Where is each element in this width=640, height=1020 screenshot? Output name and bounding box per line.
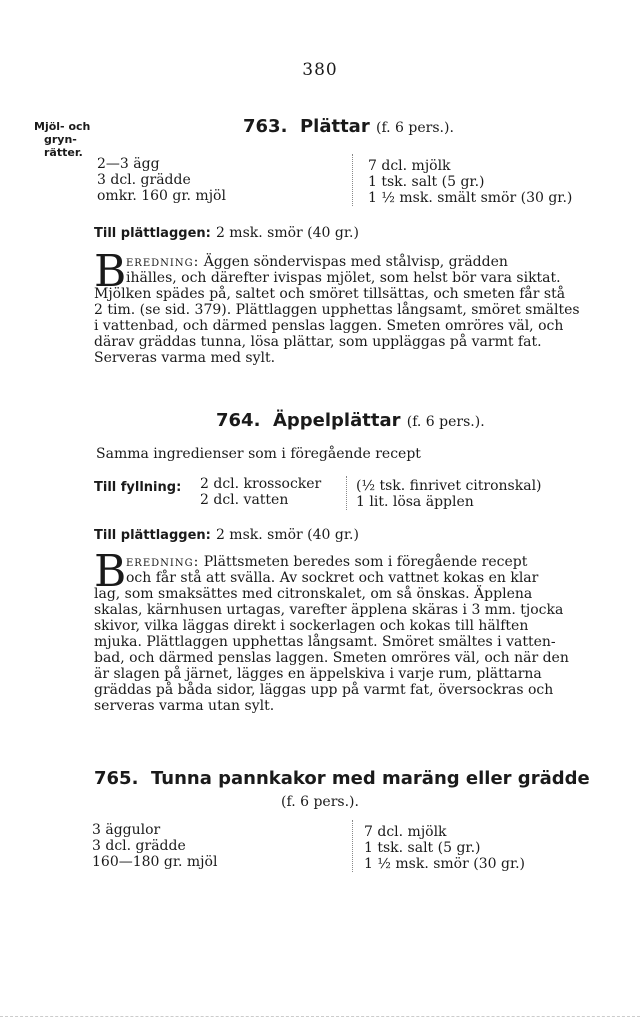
recipe-title: Plättar [299, 116, 370, 137]
drop-cap: B [94, 246, 127, 297]
margin-note-line: Mjöl- och [34, 120, 91, 133]
recipe-764-filling [94, 476, 181, 495]
margin-note [34, 120, 92, 159]
filling-item: 2 dcl. vatten [200, 492, 289, 508]
method-line: Mjölken spädes på, saltet och smöret tillsättas, och smeten får stå [94, 286, 566, 302]
ingredient: 2—3 ägg [97, 156, 160, 172]
for-pan-text: 2 msk. smör (40 gr.) [215, 225, 359, 241]
method-line: serveras varma utan sylt. [94, 698, 275, 714]
method-line: skalas, kärnhusen urtagas, varefter äpplena skäras i 3 mm. tjocka [94, 602, 564, 618]
recipe-number: 765. [94, 768, 139, 789]
recipe-764-for-pan [94, 524, 359, 543]
column-divider [346, 476, 348, 510]
ingredient: 1 tsk. salt (5 gr.) [368, 174, 485, 190]
method-head: eredning: [126, 554, 200, 570]
ingredient: 1 ½ msk. smält smör (30 gr.) [368, 190, 573, 206]
filling-item: 2 dcl. krossocker [200, 476, 322, 492]
column-divider [352, 820, 354, 872]
ingredient: 7 dcl. mjölk [368, 158, 451, 174]
method-line: skivor, vilka läggas direkt i sockerlagen och kokas till hälften [94, 618, 529, 634]
recipe-765-heading [94, 768, 590, 789]
recipe-764-filling-right [356, 478, 542, 510]
ingredient: 1 tsk. salt (5 gr.) [364, 840, 481, 856]
filling-item: 1 lit. lösa äpplen [356, 494, 474, 510]
ingredient: 3 dcl. grädde [97, 172, 191, 188]
recipe-765-ingredients-left [92, 822, 217, 870]
margin-note-line: gryn- [44, 133, 77, 146]
recipe-764-intro: Samma ingredienser som i föregående recept [96, 446, 421, 462]
recipe-765-ingredients-right [364, 824, 525, 872]
column-divider [352, 154, 354, 206]
margin-note-line: rätter. [44, 146, 83, 159]
method-line: bad, och därmed penslas laggen. Smeten omröres väl, och när den [94, 650, 569, 666]
method-line: därav gräddas tunna, lösa plättar, som uppläggas på varmt fat. [94, 334, 542, 350]
method-line: i vattenbad, och därmed penslas laggen. Smeten omröres väl, och [94, 318, 564, 334]
drop-cap: B [94, 546, 127, 597]
method-line: Plättsmeten beredes som i föregående recept [203, 554, 528, 570]
method-line: ihälles, och därefter ivispas mjölet, som helst bör vara siktat. [126, 270, 561, 286]
method-line: mjuka. Plättlaggen upphettas långsamt. Smöret smältes i vatten- [94, 634, 556, 650]
for-pan-text: 2 msk. smör (40 gr.) [215, 527, 359, 543]
for-pan-label: Till plättlaggen: [94, 528, 211, 543]
recipe-serves: (f. 6 pers.). [376, 120, 454, 136]
filling-label: Till fyllning: [94, 480, 182, 495]
method-line: Äggen söndervispas med stålvisp, grädden [203, 254, 508, 270]
filling-item: (½ tsk. finrivet citronskal) [356, 478, 542, 494]
recipe-763-for-pan [94, 222, 359, 241]
page-bottom-edge [0, 1016, 640, 1018]
recipe-number: 764. [216, 410, 261, 431]
recipe-title: Tunna pannkakor med maräng eller grädde [150, 768, 590, 789]
method-line: gräddas på båda sidor, läggas upp på varmt fat, översockras och [94, 682, 554, 698]
method-line: är slagen på järnet, lägges en äppelskiva i varje rum, plättarna [94, 666, 542, 682]
recipe-763-heading [243, 116, 454, 137]
ingredient: omkr. 160 gr. mjöl [97, 188, 226, 204]
ingredient: 7 dcl. mjölk [364, 824, 447, 840]
recipe-number: 763. [243, 116, 288, 137]
recipe-763-ingredients-left [97, 156, 226, 204]
recipe-serves: (f. 6 pers.). [406, 414, 485, 430]
method-line: lag, som smaksättes med citronskalet, om så önskas. Äpplena [94, 586, 533, 602]
method-head: eredning: [126, 254, 200, 270]
recipe-763-ingredients-right [368, 158, 572, 206]
recipe-764-heading [216, 410, 485, 431]
method-line: Serveras varma med sylt. [94, 350, 276, 366]
recipe-764-method [94, 546, 610, 724]
method-line: 2 tim. (se sid. 379). Plättlaggen upphettas långsamt, smöret smältes [94, 302, 580, 318]
recipe-765-serves: (f. 6 pers.). [281, 794, 359, 810]
method-line: och får stå att svälla. Av sockret och vattnet kokas en klar [126, 570, 539, 586]
ingredient: 3 dcl. grädde [92, 838, 186, 854]
ingredient: 3 äggulor [92, 822, 161, 838]
recipe-764-filling-left [200, 476, 321, 508]
for-pan-label: Till plättlaggen: [94, 226, 211, 241]
recipe-title: Äppelplättar [272, 410, 401, 431]
ingredient: 1 ½ msk. smör (30 gr.) [364, 856, 526, 872]
recipe-763-method [94, 246, 610, 378]
page-number: 380 [302, 60, 338, 80]
ingredient: 160—180 gr. mjöl [92, 854, 218, 870]
